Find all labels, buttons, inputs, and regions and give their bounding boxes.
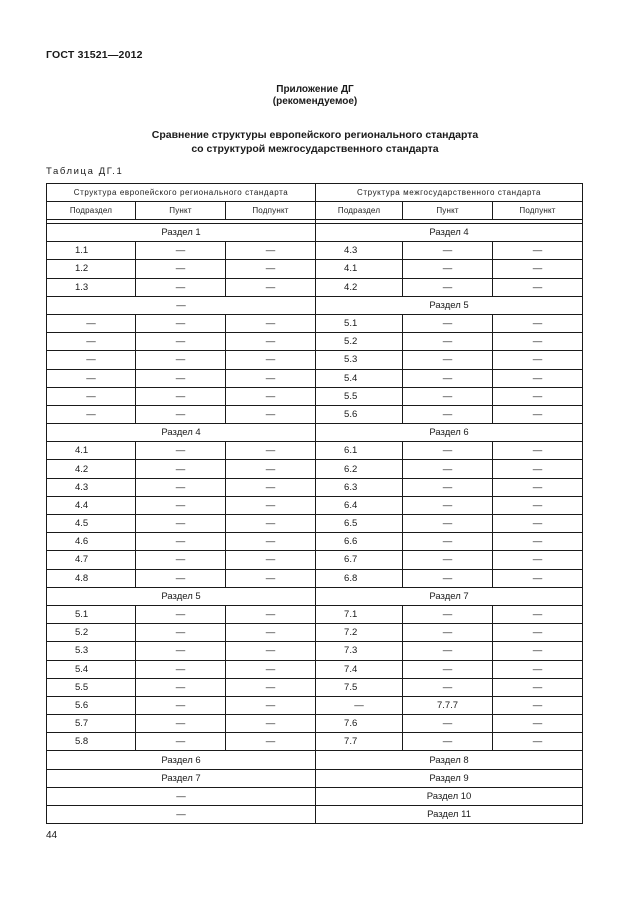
table-row <box>47 314 583 332</box>
table-cell: — <box>403 369 493 387</box>
table-cell: 4.3 <box>47 478 136 496</box>
table-cell: — <box>226 478 316 496</box>
table-row <box>47 369 583 387</box>
table-cell: — <box>226 678 316 696</box>
section-cell-european: Раздел 6 <box>47 751 316 769</box>
table-cell: — <box>136 314 226 332</box>
table-row <box>47 387 583 405</box>
table-cell: — <box>403 496 493 514</box>
table-cell: 4.6 <box>47 533 136 551</box>
section-cell-european: Раздел 7 <box>47 769 316 787</box>
table-cell: 6.7 <box>316 551 403 569</box>
table-cell: 7.7 <box>316 733 403 751</box>
table-cell: — <box>226 551 316 569</box>
table-cell: — <box>226 442 316 460</box>
table-row <box>47 678 583 696</box>
table-cell: — <box>493 515 583 533</box>
table-row <box>47 605 583 623</box>
table-cell: — <box>136 260 226 278</box>
table-cell: — <box>136 478 226 496</box>
table-cell: 5.2 <box>316 333 403 351</box>
table-cell: 5.8 <box>47 733 136 751</box>
table-cell: 5.6 <box>47 696 136 714</box>
table-cell: — <box>403 478 493 496</box>
table-cell: — <box>226 387 316 405</box>
table-cell: 7.3 <box>316 642 403 660</box>
table-cell: — <box>226 351 316 369</box>
table-cell: — <box>403 551 493 569</box>
table-cell: 5.6 <box>316 405 403 423</box>
table-row <box>47 460 583 478</box>
table-cell: — <box>226 569 316 587</box>
table-cell: — <box>136 242 226 260</box>
table-cell: — <box>136 369 226 387</box>
table-row <box>47 642 583 660</box>
table-section-row <box>47 224 583 242</box>
table-cell: — <box>493 624 583 642</box>
group-header-european: Структура европейского регионального стандарта <box>47 184 316 202</box>
table-cell: 1.3 <box>47 278 136 296</box>
table-cell: — <box>226 314 316 332</box>
table-cell: — <box>226 496 316 514</box>
table-group-header-row <box>47 184 583 202</box>
document-code: ГОСТ 31521—2012 <box>46 49 143 61</box>
table-cell: 6.8 <box>316 569 403 587</box>
column-header: Подраздел <box>47 202 136 220</box>
column-header: Подпункт <box>226 202 316 220</box>
table-cell: — <box>403 333 493 351</box>
table-cell: 5.2 <box>47 624 136 642</box>
table-row <box>47 496 583 514</box>
section-cell-european: Раздел 1 <box>47 224 316 242</box>
table-cell: — <box>493 678 583 696</box>
section-cell-interstate: Раздел 7 <box>316 587 583 605</box>
table-row <box>47 660 583 678</box>
table-cell: — <box>493 369 583 387</box>
table-row <box>47 405 583 423</box>
table-cell: — <box>493 442 583 460</box>
table-row <box>47 260 583 278</box>
table-cell: — <box>226 660 316 678</box>
table-cell: — <box>136 660 226 678</box>
table-cell: — <box>226 696 316 714</box>
table-cell: 4.3 <box>316 242 403 260</box>
table-cell: 6.1 <box>316 442 403 460</box>
table-cell: — <box>493 642 583 660</box>
table-cell: — <box>136 351 226 369</box>
table-cell: — <box>403 442 493 460</box>
table-row <box>47 242 583 260</box>
table-cell: — <box>403 642 493 660</box>
table-cell: — <box>136 496 226 514</box>
table-cell: — <box>493 496 583 514</box>
table-cell: 7.7.7 <box>403 696 493 714</box>
table-cell: — <box>226 733 316 751</box>
appendix-title: Приложение ДГ <box>276 84 354 95</box>
table-cell: 6.6 <box>316 533 403 551</box>
section-cell-interstate: Раздел 8 <box>316 751 583 769</box>
section-cell-interstate: Раздел 10 <box>316 787 583 805</box>
table-section-row <box>47 769 583 787</box>
table-cell: — <box>403 569 493 587</box>
section-cell-interstate: Раздел 6 <box>316 424 583 442</box>
table-cell: — <box>403 260 493 278</box>
table-cell: — <box>493 460 583 478</box>
table-cell: — <box>136 569 226 587</box>
group-header-interstate: Структура межгосударственного стандарта <box>316 184 583 202</box>
column-header: Пункт <box>403 202 493 220</box>
table-row <box>47 278 583 296</box>
table-cell: — <box>493 278 583 296</box>
table-cell: — <box>403 351 493 369</box>
table-cell: 5.1 <box>47 605 136 623</box>
table-cell: — <box>403 278 493 296</box>
table-cell: — <box>493 569 583 587</box>
table-cell: — <box>493 351 583 369</box>
table-cell: — <box>136 715 226 733</box>
column-header: Подраздел <box>316 202 403 220</box>
table-cell: — <box>226 242 316 260</box>
table-cell: — <box>226 405 316 423</box>
column-header: Пункт <box>136 202 226 220</box>
table-row <box>47 515 583 533</box>
table-cell: 6.3 <box>316 478 403 496</box>
table-cell: — <box>47 351 136 369</box>
table-row <box>47 351 583 369</box>
table-cell: — <box>403 605 493 623</box>
table-cell: — <box>403 733 493 751</box>
table-cell: — <box>493 314 583 332</box>
table-cell: 5.4 <box>47 660 136 678</box>
table-cell: 4.7 <box>47 551 136 569</box>
table-cell: — <box>403 678 493 696</box>
table-cell: 5.7 <box>47 715 136 733</box>
section-cell-interstate: Раздел 11 <box>316 806 583 824</box>
table-row <box>47 442 583 460</box>
section-cell-european: — <box>47 787 316 805</box>
table-cell: — <box>136 442 226 460</box>
table-cell: 4.2 <box>47 460 136 478</box>
table-cell: 5.1 <box>316 314 403 332</box>
table-cell: — <box>136 678 226 696</box>
table-cell: — <box>493 605 583 623</box>
table-cell: — <box>493 478 583 496</box>
table-section-row <box>47 587 583 605</box>
section-cell-european: — <box>47 806 316 824</box>
table-cell: 4.4 <box>47 496 136 514</box>
table-cell: — <box>403 660 493 678</box>
table-cell: — <box>226 369 316 387</box>
section-cell-european: Раздел 5 <box>47 587 316 605</box>
table-cell: — <box>493 533 583 551</box>
table-cell: — <box>226 333 316 351</box>
table-row <box>47 533 583 551</box>
table-cell: 1.1 <box>47 242 136 260</box>
table-row <box>47 696 583 714</box>
table-cell: — <box>403 533 493 551</box>
table-cell: — <box>136 642 226 660</box>
table-cell: — <box>403 387 493 405</box>
table-cell: — <box>226 605 316 623</box>
section-heading-line-1: Сравнение структуры европейского регионального стандарта <box>151 129 479 141</box>
table-cell: 1.2 <box>47 260 136 278</box>
table-cell: — <box>136 333 226 351</box>
table-cell: — <box>136 733 226 751</box>
page-number: 44 <box>46 830 58 841</box>
table-cell: — <box>493 260 583 278</box>
table-cell: — <box>403 460 493 478</box>
table-column-header-row <box>47 202 583 220</box>
section-cell-european: — <box>47 296 316 314</box>
table-cell: — <box>493 733 583 751</box>
table-cell: — <box>316 696 403 714</box>
table-cell: — <box>226 624 316 642</box>
table-cell: — <box>136 387 226 405</box>
table-cell: — <box>136 515 226 533</box>
table-cell: 5.4 <box>316 369 403 387</box>
table-row <box>47 478 583 496</box>
table-section-row <box>47 806 583 824</box>
table-cell: — <box>47 405 136 423</box>
table-cell: — <box>136 460 226 478</box>
table-cell: 5.5 <box>47 678 136 696</box>
table-cell: 5.3 <box>47 642 136 660</box>
section-cell-interstate: Раздел 9 <box>316 769 583 787</box>
table-section-row <box>47 751 583 769</box>
table-section-row <box>47 296 583 314</box>
table-section-row <box>47 787 583 805</box>
table-cell: 7.4 <box>316 660 403 678</box>
table-label: Таблица ДГ.1 <box>46 166 124 177</box>
table-cell: — <box>403 242 493 260</box>
structure-comparison-table <box>46 183 583 824</box>
table-cell: 5.3 <box>316 351 403 369</box>
table-cell: — <box>403 515 493 533</box>
table-cell: — <box>403 314 493 332</box>
column-header: Подпункт <box>493 202 583 220</box>
table-cell: — <box>403 624 493 642</box>
table-cell: 4.5 <box>47 515 136 533</box>
table-row <box>47 551 583 569</box>
table-cell: 6.4 <box>316 496 403 514</box>
table-cell: 4.1 <box>47 442 136 460</box>
table-cell: — <box>136 278 226 296</box>
table-cell: — <box>493 242 583 260</box>
table-cell: — <box>136 551 226 569</box>
table-cell: 7.6 <box>316 715 403 733</box>
table-row <box>47 333 583 351</box>
table-cell: — <box>493 696 583 714</box>
table-cell: — <box>226 278 316 296</box>
table-cell: — <box>136 533 226 551</box>
table-cell: 7.2 <box>316 624 403 642</box>
section-heading-line-2: со структурой межгосударственного стандарта <box>191 143 439 155</box>
table-section-row <box>47 424 583 442</box>
table-cell: — <box>226 460 316 478</box>
section-cell-interstate: Раздел 5 <box>316 296 583 314</box>
table-cell: — <box>136 696 226 714</box>
table-row <box>47 733 583 751</box>
table-cell: — <box>47 369 136 387</box>
table-cell: — <box>226 715 316 733</box>
section-cell-european: Раздел 4 <box>47 424 316 442</box>
table-cell: 6.2 <box>316 460 403 478</box>
table-cell: — <box>226 515 316 533</box>
table-cell: 4.1 <box>316 260 403 278</box>
table-cell: — <box>493 660 583 678</box>
table-row <box>47 715 583 733</box>
table-cell: 6.5 <box>316 515 403 533</box>
table-row <box>47 569 583 587</box>
table-cell: — <box>47 387 136 405</box>
table-cell: — <box>493 405 583 423</box>
table-cell: — <box>226 642 316 660</box>
section-cell-interstate: Раздел 4 <box>316 224 583 242</box>
table-cell: — <box>47 333 136 351</box>
table-cell: — <box>136 405 226 423</box>
table-cell: — <box>226 533 316 551</box>
table-cell: — <box>136 624 226 642</box>
table-cell: — <box>403 715 493 733</box>
table-cell: — <box>226 260 316 278</box>
table-cell: — <box>493 387 583 405</box>
table-cell: 5.5 <box>316 387 403 405</box>
table-cell: 7.5 <box>316 678 403 696</box>
table-cell: — <box>493 333 583 351</box>
table-cell: — <box>403 405 493 423</box>
table-cell: — <box>493 551 583 569</box>
table-cell: — <box>136 605 226 623</box>
table-cell: — <box>493 715 583 733</box>
table-cell: — <box>47 314 136 332</box>
table-cell: 7.1 <box>316 605 403 623</box>
table-cell: 4.2 <box>316 278 403 296</box>
table-cell: 4.8 <box>47 569 136 587</box>
table-row <box>47 624 583 642</box>
appendix-subtitle: (рекомендуемое) <box>272 96 358 107</box>
